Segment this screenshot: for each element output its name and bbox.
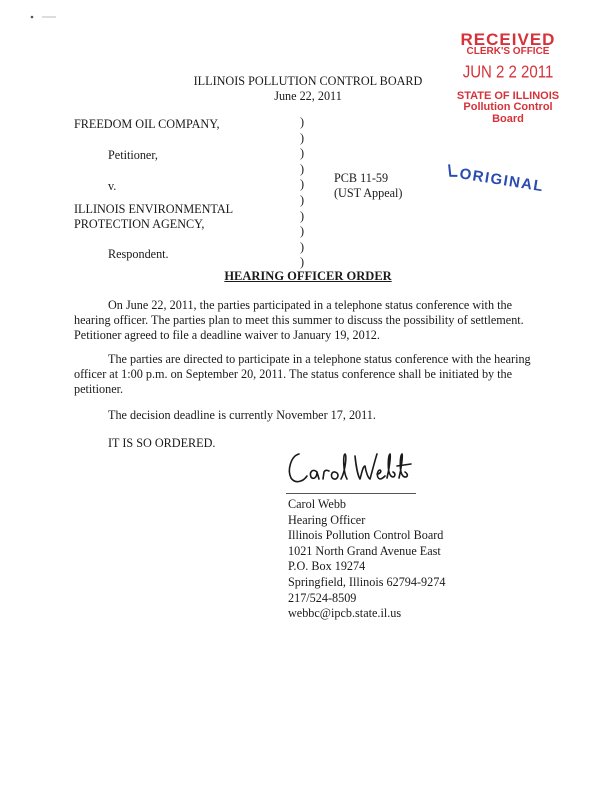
respondent-role: Respondent.	[108, 247, 169, 261]
signer-street: 1021 North Grand Avenue East	[288, 543, 441, 558]
paragraph-deadline: The decision deadline is currently November 17, 2011.	[108, 408, 376, 422]
signer-title: Hearing Officer	[288, 512, 366, 527]
respondent-line-1: ILLINOIS ENVIRONMENTAL	[74, 202, 234, 216]
signer-po-box: P.O. Box 19274	[288, 559, 366, 574]
stamp-state: STATE OF ILLINOIS	[456, 90, 560, 102]
respondent-line-2: PROTECTION AGENCY,	[74, 217, 205, 231]
order-date: June 22, 2011	[274, 89, 342, 103]
stamp-received: RECEIVED	[460, 30, 556, 49]
case-number: PCB 11-59	[334, 171, 389, 185]
signer-phone: 217/524-8509	[288, 590, 357, 605]
paren: )	[300, 255, 305, 270]
case-type: (UST Appeal)	[334, 186, 403, 200]
petitioner-role: Petitioner,	[108, 148, 158, 162]
paren: )	[300, 177, 305, 192]
signer-name: Carol Webb	[288, 497, 347, 511]
paragraph-directive: The parties are directed to participate in a telephone status conference with the hearing officer at 1:00 p.m. on September 20, 2011. The status conference shall be initiated by the petitioner.	[74, 352, 531, 396]
agency-heading: ILLINOIS POLLUTION CONTROL BOARD	[193, 74, 423, 88]
paren: )	[300, 239, 305, 254]
original-stamp-text: ORIGINAL	[458, 165, 546, 196]
paren: )	[300, 192, 305, 207]
paren: )	[300, 161, 305, 176]
signature-line	[286, 493, 416, 494]
signer-email: webbc@ipcb.state.il.us	[288, 606, 402, 621]
versus: v.	[108, 179, 117, 193]
caption-parens	[300, 115, 310, 271]
scan-artifact	[30, 14, 60, 20]
paren: )	[300, 115, 305, 129]
paren: )	[300, 130, 305, 145]
signature-block	[288, 497, 445, 622]
order-title: HEARING OFFICER ORDER	[224, 269, 392, 283]
paragraph-so-ordered: IT IS SO ORDERED.	[108, 436, 216, 450]
stamp-board: Pollution Control Board	[463, 101, 553, 125]
paragraph-status-conference: On June 22, 2011, the parties participated in a telephone status conference with the hearing officer. The parties plan to meet this summer to discuss the possibility of settlement. Petitioner agreed to file a deadline waiver to January 19, 2012.	[74, 298, 524, 342]
paren: )	[300, 146, 305, 161]
petitioner-name: FREEDOM OIL COMPANY,	[74, 117, 220, 131]
original-stamp	[445, 162, 546, 195]
paren: )	[300, 224, 305, 239]
paren: )	[300, 208, 305, 223]
handwritten-signature	[283, 442, 413, 492]
signer-agency: Illinois Pollution Control Board	[288, 528, 444, 543]
stamp-date: JUN 2 2 2011	[462, 62, 554, 83]
stamp-clerks-office: CLERK'S OFFICE	[466, 46, 550, 57]
signer-city: Springfield, Illinois 62794-9274	[288, 574, 446, 589]
